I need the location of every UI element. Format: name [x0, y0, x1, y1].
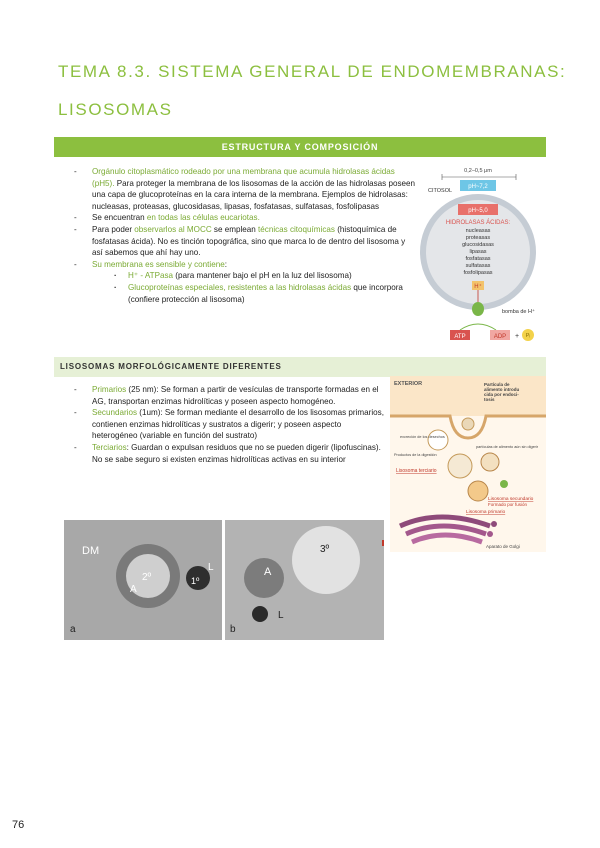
enzyme-label: glucosidasas	[462, 242, 494, 248]
residues-label: partículas de alimento aún sin digerir	[476, 445, 539, 449]
lysosome-types-diagram	[390, 376, 546, 552]
pi-label: Pᵢ	[525, 333, 531, 339]
golgi-vesicle	[491, 521, 497, 527]
section1-text	[64, 166, 416, 305]
section2-text	[64, 384, 384, 465]
edge-mark	[382, 540, 384, 546]
dense-granule	[252, 606, 268, 622]
pump-label: bomba de H⁺	[502, 309, 535, 315]
secondary-label: Lisosoma secundario	[488, 497, 534, 502]
hydrolases-title: HIDROLASAS ÁCIDAS:	[445, 220, 511, 226]
excretion-vesicle	[428, 430, 448, 450]
highlight-atpase: H⁺ - ATPasa	[128, 271, 174, 281]
enzyme-label: sulfatasas	[465, 263, 491, 269]
text-observe-rest: (histoquímica de fosfatasas ácida). No es tinción topográfica, sino que marca lo de dentro del lisosoma y así sabemos que ahí hay uno.	[92, 224, 406, 258]
highlight-glycoproteins: Glucoproteínas especiales, resistentes a las hidrolasas ácidas	[128, 282, 352, 292]
particle-label: Partícula de alimento introdu cida por endoci-tosis	[484, 382, 520, 402]
products-label: Productos de la digestión	[394, 453, 437, 457]
micrograph-label: A	[130, 584, 137, 595]
proton-pump	[472, 302, 484, 316]
highlight-secondary: Secundarios	[92, 408, 137, 418]
micrograph-label: L	[278, 610, 284, 621]
micrograph-label: A	[264, 566, 272, 578]
subbullet-atpase	[64, 270, 416, 282]
phagosome	[481, 453, 499, 471]
section-heading-structure: ESTRUCTURA Y COMPOSICIÓN	[54, 137, 546, 157]
text-primary: (25 nm): Se forman a partir de vesículas de transporte formadas en el AG, transportan enzimas hidrolíticas y poseen aspecto homogéneo.	[92, 385, 379, 406]
bullet-location	[64, 212, 416, 224]
highlight-primary: Primarios	[92, 385, 127, 394]
exterior-label: EXTERIOR	[394, 381, 423, 387]
page-title-line1: TEMA 8.3. SISTEMA GENERAL DE ENDOMEMBRANAS:	[58, 62, 567, 81]
highlight-organelle: Orgánulo citoplasmático rodeado por una membrana que acumula hidrolasas ácidas (pH5).	[92, 167, 395, 188]
micrograph-label: L	[208, 562, 214, 573]
lysosome-a-image	[244, 558, 284, 598]
text-glycoproteins: que incorpora (confiere protección al lisosoma)	[128, 282, 403, 304]
tertiary-lysosome-image	[292, 526, 360, 594]
excretion-label: excreción de los desechos	[400, 435, 445, 439]
micrograph-label: b	[230, 624, 236, 635]
micrograph-label: 1º	[191, 576, 200, 586]
primary-label: Lisosoma primario	[466, 510, 506, 515]
adp-label: ADP	[493, 334, 507, 340]
text-organelle: Para proteger la membrana de los lisosomas de la acción de las hidrolasas poseen una capa de glucoproteínas en la cara interna de la membrana. Ejemplos de hidrolasas: nucleasas, proteasas, glucosidasas, lipasas, fosfatasas, sulfatasas, fosfolipasas	[92, 178, 416, 211]
highlight-membrane: Su membrana es sensible y contiene	[92, 259, 225, 269]
micrograph-label: 2º	[142, 572, 152, 583]
bullet-observe	[64, 224, 416, 259]
fusion-label: Formado por fusión	[488, 502, 528, 507]
bullet-primary	[64, 384, 384, 407]
bullet-tertiary	[64, 442, 384, 465]
micrograph-label: a	[70, 624, 76, 635]
tertiary-label: Lisosoma terciario	[396, 468, 437, 474]
subbullet-glycoproteins	[64, 282, 416, 305]
lysosome-micrograph	[64, 520, 384, 640]
endocytic-vesicle	[462, 418, 474, 430]
page-title-line2: LISOSOMAS	[58, 100, 173, 119]
enzyme-label: fosfatasas	[465, 256, 491, 262]
enzyme-label: proteasas	[465, 235, 491, 241]
section-heading-morphology: LISOSOMAS MORFOLÓGICAMENTE DIFERENTES	[54, 357, 546, 377]
citosol-label: CITOSOL	[428, 188, 453, 194]
lysosome-structure-diagram	[420, 160, 548, 348]
residual-vesicle	[448, 454, 472, 478]
secondary-lysosome-shape	[468, 481, 488, 501]
bullet-membrane	[64, 259, 416, 271]
text-atpase: (para mantener bajo el pH en la luz del lisosoma)	[173, 271, 352, 281]
primary-lysosome-dot	[500, 480, 508, 488]
text-secondary: (1um): Se forman mediante el desarrollo de los lisosomas primarios, contienen enzimas hidrolíticas y sustratos a digerir; y poseen aspecto heterogéneo (variable en función del sustrato)	[92, 408, 384, 441]
text-observe-mid: se emplean	[211, 224, 259, 234]
bullet-secondary	[64, 407, 384, 442]
atp-label: ATP	[454, 334, 466, 340]
h-plus-label: H⁺	[474, 284, 482, 290]
enzyme-label: fosfolipasas	[463, 270, 493, 276]
page-number: 76	[12, 819, 25, 831]
ph-in-label: pH~5,0	[468, 208, 488, 214]
highlight-tertiary: Terciarios	[92, 442, 127, 452]
highlight-cytochem: técnicas citoquímicas	[258, 224, 335, 234]
enzyme-label: lipasas	[469, 249, 487, 255]
micrograph-label: 3º	[320, 544, 330, 555]
text-tertiary: : Guardan o expulsan residuos que no se pueden digerir (lipofuscinas). No se sabe seguro si existen enzimas hidrolíticas activas en su interior	[92, 442, 381, 464]
text-location-pre: Se encuentran	[92, 213, 147, 223]
golgi-label: Aparato de Golgi	[486, 544, 520, 549]
micrograph-label: DM	[82, 545, 100, 557]
ph-out-label: pH~7,2	[468, 184, 488, 190]
plus-sign: +	[515, 333, 520, 340]
size-label: 0,2–0,5 μm	[464, 168, 492, 174]
enzyme-label: nucleasas	[465, 228, 491, 234]
text-membrane-colon: :	[224, 259, 227, 269]
text-observe-pre: Para poder	[92, 224, 135, 234]
highlight-location: en todas las células eucariotas.	[146, 213, 260, 223]
golgi-vesicle	[487, 531, 493, 537]
bullet-organelle	[64, 166, 416, 212]
atp-reaction-arrow	[460, 324, 496, 330]
highlight-mocc: observarlos al MOCC	[134, 224, 212, 234]
